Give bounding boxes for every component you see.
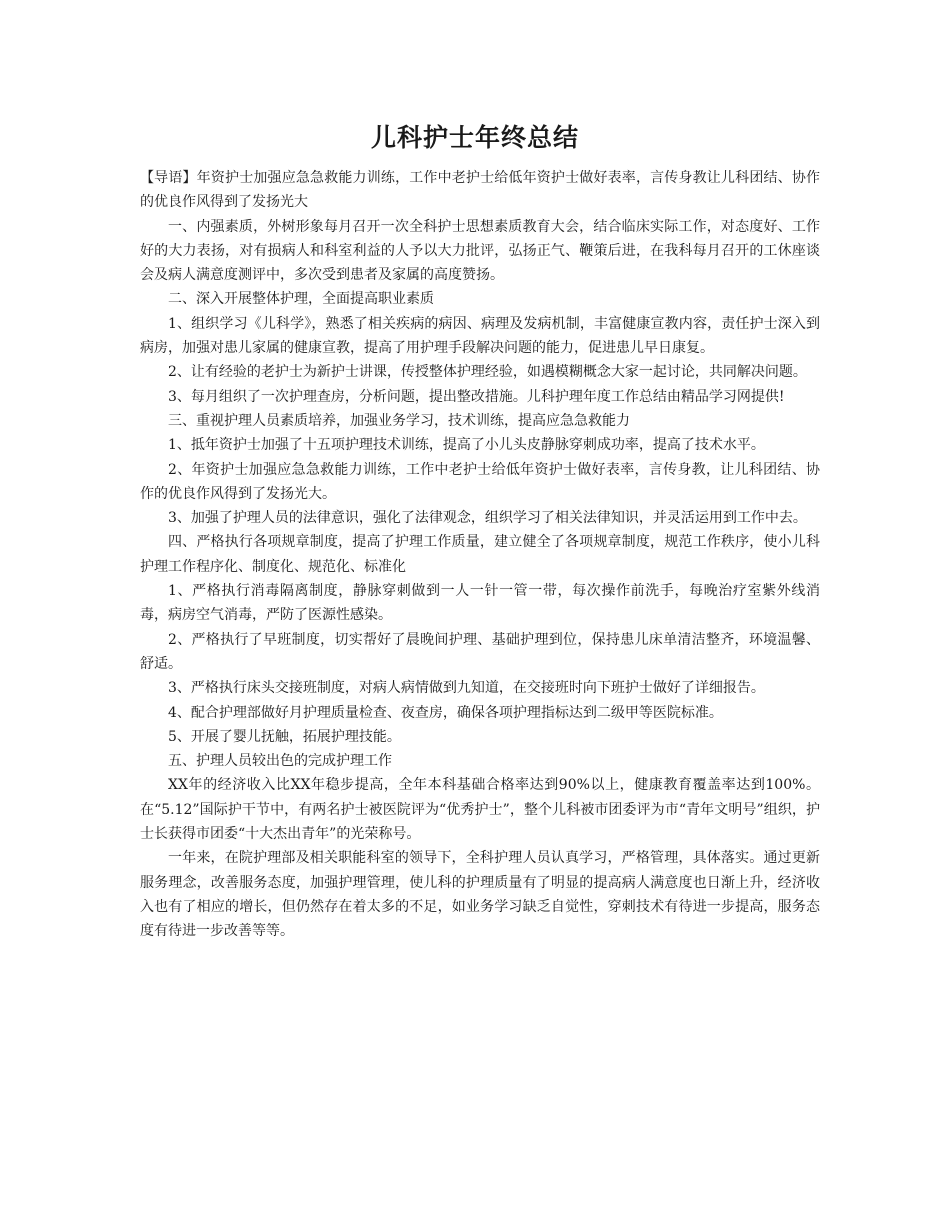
section-3-item-3: 3、加强了护理人员的法律意识，强化了法律观念，组织学习了相关法律知识，并灵活运用到工作中去。 (168, 510, 807, 527)
section-4-item-3: 3、严格执行床头交接班制度，对病人病情做到九知道，在交接班时向下班护士做好了详细报告。 (168, 680, 765, 697)
section-3-item-2: 2、年资护士加强应急急救能力训练，工作中老护士给低年资护士做好表率，言传身教，让儿科团结、协作的优良作风得到了发扬光大。 (140, 461, 820, 502)
section-4-item-5: 5、开展了婴儿抚触，拓展护理技能。 (168, 728, 401, 745)
section-1-paragraph: 一、内强素质，外树形象每月召开一次全科护士思想素质教育大会，结合临床实际工作，对态度好、工作好的大力表扬，对有损病人和科室利益的人予以大力批评，弘扬正气、鞭策后进，在我科每月召开的工休座谈会及病人满意度测评中，多次受到患者及家属的高度赞扬。 (140, 218, 820, 284)
section-4-item-4: 4、配合护理部做好月护理质量检查、夜查房，确保各项护理指标达到二级甲等医院标准。 (168, 704, 723, 721)
section-5-heading: 五、护理人员较出色的完成护理工作 (168, 753, 392, 770)
intro-paragraph: 【导语】年资护士加强应急急救能力训练，工作中老护士给低年资护士做好表率，言传身教让儿科团结、协作的优良作风得到了发扬光大 (140, 170, 820, 211)
document-title: 儿科护士年终总结 (370, 123, 579, 152)
document-body (140, 166, 820, 944)
section-2-item-1: 1、组织学习《儿科学》，熟悉了相关疾病的病因、病理及发病机制，丰富健康宣教内容，责任护士深入到病房，加强对患儿家属的健康宣教，提高了用护理手段解决问题的能力，促进患儿早日康复。 (140, 315, 820, 357)
section-3-item-1: 1、抵年资护士加强了十五项护理技术训练，提高了小儿头皮静脉穿刺成功率，提高了技术水平。 (168, 437, 765, 454)
section-2-item-3: 3、每月组织了一次护理查房，分析问题，提出整改措施。儿科护理年度工作总结由精品学习网提供! (168, 388, 785, 405)
section-4-item-2: 2、严格执行了早班制度，切实帮好了晨晚间护理、基础护理到位，保持患儿床单清洁整齐，环境温馨、舒适。 (140, 631, 820, 672)
section-5-paragraph: XX年的经济收入比XX年稳步提高，全年本科基础合格率达到90%以上，健康教育覆盖率达到100%。在“5.12”国际护干节中，有两名护士被医院评为“优秀护士”，整个儿科被市团委评为市“青年文明号”组织，护士长获得市团委“十大杰出青年”的光荣称号。 (140, 777, 820, 843)
conclusion-paragraph: 一年来，在院护理部及相关职能科室的领导下，全科护理人员认真学习，严格管理，具体落实。通过更新服务理念，改善服务态度，加强护理管理，使儿科的护理质量有了明显的提高病人满意度也日渐上升，经济收入也有了相应的增长，但仍然存在着太多的不足，如业务学习缺乏自觉性，穿刺技术有待进一步提高，服务态度有待进一步改善等等。 (140, 850, 820, 940)
section-4-heading: 四、严格执行各项规章制度，提高了护理工作质量，建立健全了各项规章制度，规范工作秩序，使小儿科护理工作程序化、制度化、规范化、标准化 (140, 534, 820, 575)
section-2-item-2: 2、让有经验的老护士为新护士讲课，传授整体护理经验，如遇模糊概念大家一起讨论，共同解决问题。 (168, 364, 807, 381)
section-2-heading: 二、深入开展整体护理，全面提高职业素质 (168, 291, 434, 308)
section-4-item-1: 1、严格执行消毒隔离制度，静脉穿刺做到一人一针一管一带，每次操作前洗手，每晚治疗室紫外线消毒，病房空气消毒，严防了医源性感染。 (140, 583, 820, 624)
section-3-heading: 三、重视护理人员素质培养，加强业务学习，技术训练，提高应急急救能力 (168, 412, 630, 429)
